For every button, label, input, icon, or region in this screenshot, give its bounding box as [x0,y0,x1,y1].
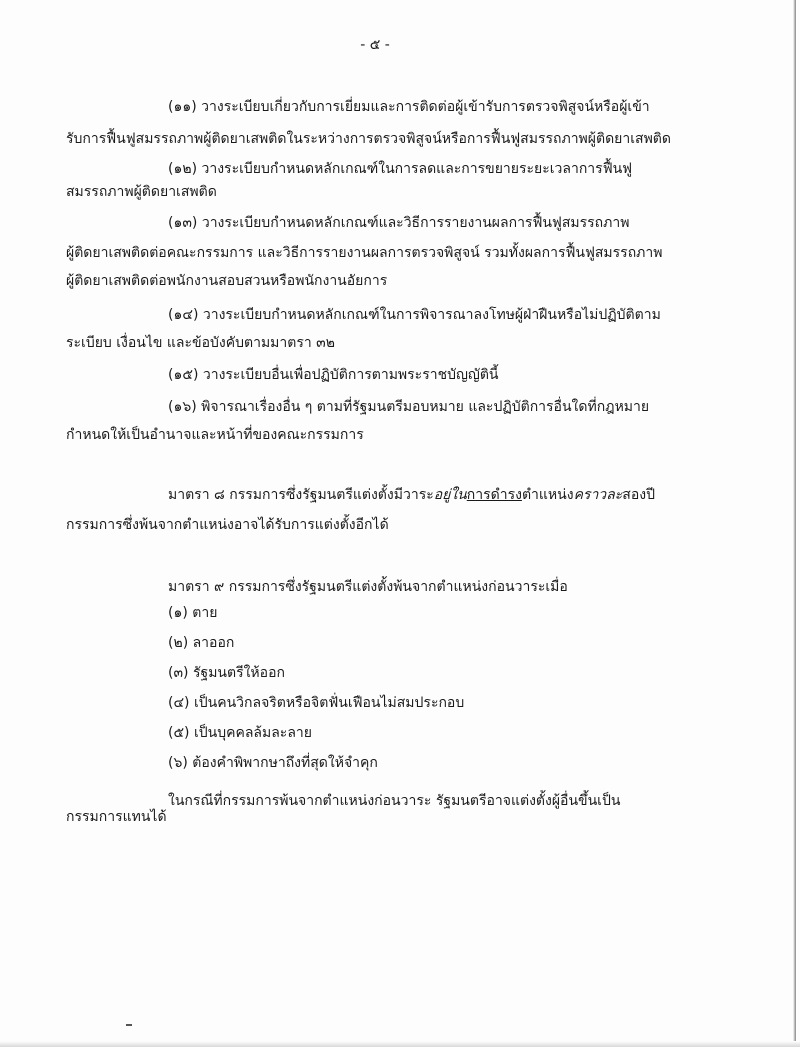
item-16-line-1: (๑๖) พิจารณาเรื่องอื่น ๆ ตามที่รัฐมนตรีมอบหมาย และปฏิบัติการอื่นใดที่กฎหมาย [168,399,650,415]
scan-speck [126,1024,132,1026]
scan-bottom-edge [0,1041,800,1047]
item-11-line-1: (๑๑) วางระเบียบเกี่ยวกับการเยี่ยมและการติดต่อผู้เข้ารับการตรวจพิสูจน์หรือผู้เข้า [168,99,650,115]
section-9-item-5: (๕) เป็นบุคคลล้มละลาย [168,725,312,741]
section-8-line-1 [168,486,655,504]
section-9-closing-line-2: กรรมการแทนได้ [66,809,167,825]
section-8-text-f: สองปี [622,487,655,503]
item-11-line-2: รับการฟื้นฟูสมรรถภาพผู้ติดยาเสพติดในระหว่างการตรวจพิสูจน์หรือการฟื้นฟูสมรรถภาพผู้ติดยาเสพติด [66,131,671,147]
section-8-text-d: ตำแหน่ง [521,487,574,503]
section-8-underlined-text: การดำรง [466,487,522,503]
section-9-item-2: (๒) ลาออก [168,635,235,651]
section-8-line-2: กรรมการซึ่งพ้นจากตำแหน่งอาจได้รับการแต่งตั้งอีกได้ [66,517,389,533]
item-13-line-3: ผู้ติดยาเสพติดต่อพนักงานสอบสวนหรือพนักงานอัยการ [66,273,388,289]
section-8-inserted-term: คราวละ [573,487,623,503]
section-9-item-3: (๓) รัฐมนตรีให้ออก [168,665,285,681]
item-13-line-1: (๑๓) วางระเบียบกำหนดหลักเกณฑ์และวิธีการรายงานผลการฟื้นฟูสมรรถภาพ [168,215,630,231]
section-9-item-6: (๖) ต้องคำพิพากษาถึงที่สุดให้จำคุก [168,755,378,771]
item-12-line-1: (๑๒) วางระเบียบกำหนดหลักเกณฑ์ในการลดและการขยายระยะเวลาการฟื้นฟู [168,161,633,177]
section-8-inserted-text: อยู่ใน [433,487,467,503]
item-14-line-1: (๑๔) วางระเบียบกำหนดหลักเกณฑ์ในการพิจารณาลงโทษผู้ฝ่าฝืนหรือไม่ปฏิบัติตาม [168,307,661,323]
item-14-line-2: ระเบียบ เงื่อนไข และข้อบังคับตามมาตรา ๓๒ [66,335,335,351]
item-16-line-2: กำหนดให้เป็นอำนาจและหน้าที่ของคณะกรรมการ [66,427,364,443]
item-15-line-1: (๑๕) วางระเบียบอื่นเพื่อปฏิบัติการตามพระราชบัญญัตินี้ [168,367,499,383]
item-12-line-2: สมรรถภาพผู้ติดยาเสพติด [66,184,217,200]
section-9-heading: มาตรา ๙ กรรมการซึ่งรัฐมนตรีแต่งตั้งพ้นจากตำแหน่งก่อนวาระเมื่อ [168,579,568,595]
scan-right-edge [793,0,796,1047]
section-8-text-a: มาตรา ๘ กรรมการซึ่งรัฐมนตรีแต่งตั้งมีวาระ [168,487,434,503]
section-9-closing-line-1: ในกรณีที่กรรมการพ้นจากตำแหน่งก่อนวาระ รัฐมนตรีอาจแต่งตั้งผู้อื่นขึ้นเป็น [168,793,621,809]
section-9-item-1: (๑) ตาย [168,605,218,621]
item-13-line-2: ผู้ติดยาเสพติดต่อคณะกรรมการ และวิธีการรายงานผลการตรวจพิสูจน์ รวมทั้งผลการฟื้นฟูสมรรถภาพ [66,245,663,261]
page-number: - ๕ - [360,37,390,53]
section-9-item-4: (๔) เป็นคนวิกลจริตหรือจิตฟั่นเฟือนไม่สมประกอบ [168,695,465,711]
